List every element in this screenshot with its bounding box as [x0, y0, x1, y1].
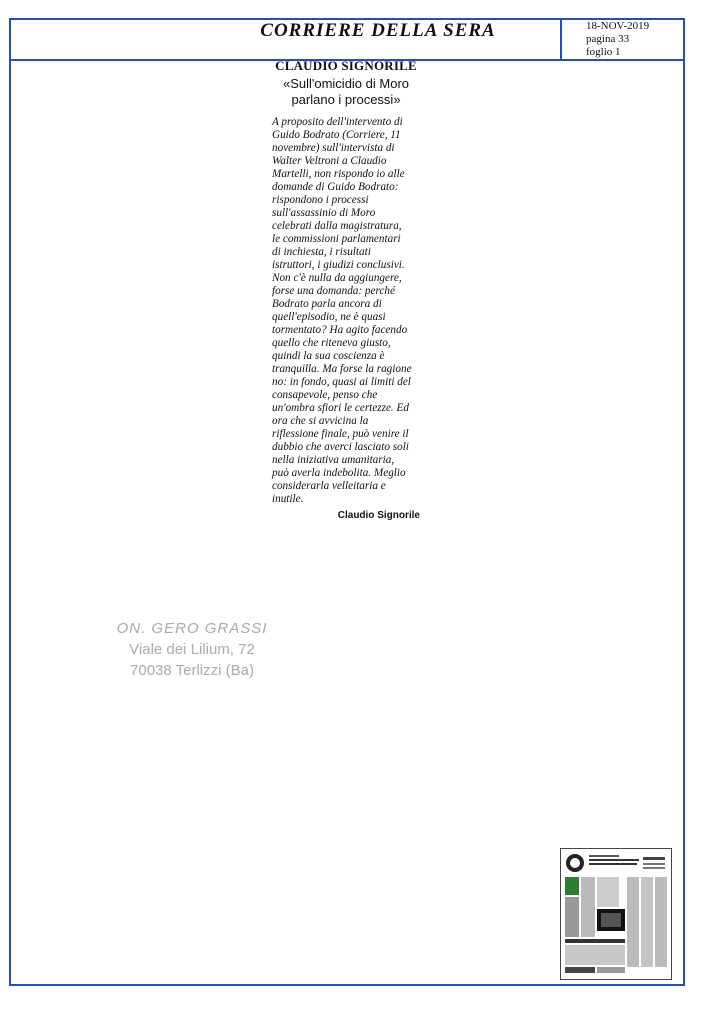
page-label: pagina 33	[586, 33, 630, 45]
body-line: celebrati dalla magistratura,	[272, 220, 402, 232]
body-line: Walter Veltroni a Claudio	[272, 155, 387, 167]
stamp-city: 70038 Terlizzi (Ba)	[130, 662, 254, 679]
body-line: domande di Guido Bodrato:	[272, 181, 399, 193]
body-line: quello che riteneva giusto,	[272, 337, 391, 349]
article-signature: Claudio Signorile	[337, 510, 420, 521]
sheet-label: foglio 1	[586, 46, 621, 58]
body-line: sull'assassinio di Moro	[272, 207, 376, 219]
headline-line: parlano i processi»	[291, 92, 401, 107]
body-line: inutile.	[272, 493, 304, 505]
body-line: quell'episodio, ne è quasi	[272, 311, 386, 323]
body-line: forse una domanda: perché	[272, 285, 395, 297]
body-line: di inchiesta, i risultati	[272, 246, 371, 258]
body-line: rispondono i processi	[272, 194, 369, 206]
body-line: tranquilla. Ma forse la ragione	[272, 363, 412, 375]
body-line: può averla indebolita. Meglio	[272, 467, 406, 479]
body-line: le commissioni parlamentari	[272, 233, 401, 245]
stamp-street: Viale dei Lilium, 72	[129, 641, 255, 658]
body-line: dubbio che averci lasciato soli	[272, 441, 409, 453]
body-line: ora che si avvicina la	[272, 415, 369, 427]
article-kicker: CLAUDIO SIGNORILE	[275, 58, 417, 73]
article	[266, 58, 426, 521]
body-line: consapevole, penso che	[272, 389, 378, 401]
page-thumbnail	[560, 848, 672, 980]
body-line: quindi la sua coscienza è	[272, 350, 385, 362]
masthead-title: CORRIERE DELLA SERA	[260, 20, 496, 41]
meta-box	[560, 18, 685, 61]
body-line: tormentato? Ha agito facendo	[272, 324, 408, 336]
date-label: 18-NOV-2019	[586, 20, 650, 32]
body-line: Non c'è nulla da aggiungere,	[272, 272, 402, 284]
body-line: istruttori, i giudizi conclusivi.	[272, 259, 405, 271]
body-line: nella iniziativa umanitaria,	[272, 454, 395, 466]
article-headline	[266, 76, 426, 108]
body-line: riflessione finale, può venire il	[272, 428, 409, 440]
body-line: no: in fondo, quasi ai limiti del	[272, 376, 411, 388]
body-line: Bodrato parla ancora di	[272, 298, 382, 310]
headline-line: «Sull'omicidio di Moro	[282, 76, 410, 91]
stamp-name: ON. GERO GRASSI	[116, 620, 268, 637]
page-thumbnail-image	[561, 849, 671, 979]
body-line: un'ombra sfiori le certezze. Ed	[272, 402, 409, 414]
address-stamp	[112, 618, 272, 681]
body-line: Guido Bodrato (Corriere, 11	[272, 129, 401, 141]
body-line: considerarla velleitaria e	[272, 480, 386, 492]
body-line: Martelli, non rispondo io alle	[272, 168, 405, 180]
article-body	[266, 116, 426, 506]
body-line: A proposito dell'intervento di	[272, 116, 403, 128]
body-line: novembre) sull'intervista di	[272, 142, 395, 154]
